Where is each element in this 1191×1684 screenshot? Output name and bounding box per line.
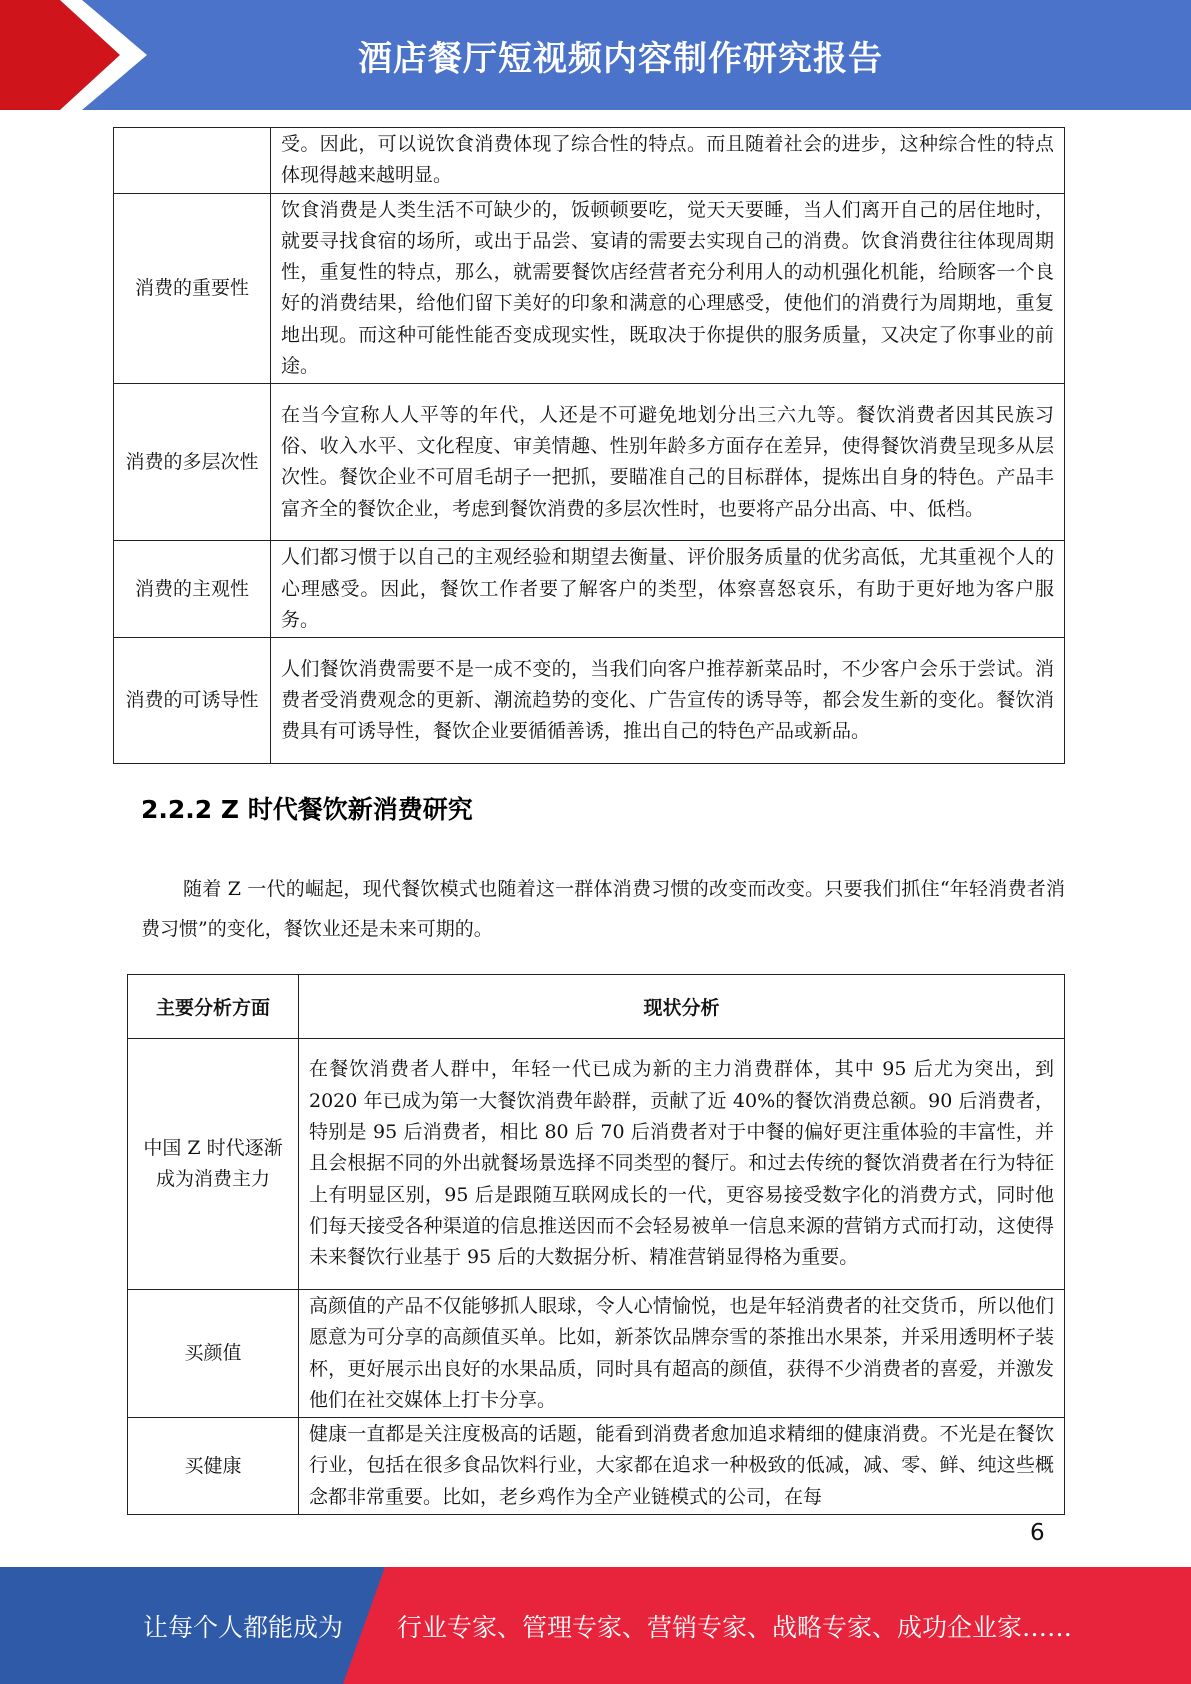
row-text: 人们都习惯于以自己的主观经验和期望去衡量、评价服务质量的优劣高低，尤其重视个人的心理感受。因此，餐饮工作者要了解客户的类型，体察喜怒哀乐，有助于更好地为客户服务。: [271, 541, 1065, 638]
row-label: 买健康: [128, 1418, 299, 1515]
page-header: [0, 0, 1191, 110]
footer-slogan-right: 行业专家、管理专家、营销专家、战略专家、成功企业家……: [397, 1612, 1073, 1642]
table-row: [128, 1418, 1065, 1515]
row-label: [114, 128, 271, 194]
table-row: [114, 193, 1065, 384]
table-row: [114, 638, 1065, 764]
section-heading: 2.2.2 Z 时代餐饮新消费研究: [141, 795, 473, 824]
table-row: [114, 128, 1065, 194]
section-intro: 随着 Z 一代的崛起，现代餐饮模式也随着这一群体消费习惯的改变而改变。只要我们抓住“年轻消费者消费习惯”的变化，餐饮业还是未来可期的。: [141, 878, 1065, 940]
table-row: [128, 1290, 1065, 1418]
table-row: [128, 1039, 1065, 1290]
row-text: 高颜值的产品不仅能够抓人眼球，令人心情愉悦，也是年轻消费者的社交货币，所以他们愿意为可分享的高颜值买单。比如，新茶饮品牌奈雪的茶推出水果茶，并采用透明杯子装杯，更好展示出良好的水果品质，同时具有超高的颜值，获得不少消费者的喜爱，并激发他们在社交媒体上打卡分享。: [299, 1290, 1065, 1418]
row-text: 健康一直都是关注度极高的话题，能看到消费者愈加追求精细的健康消费。不光是在餐饮行业，包括在很多食品饮料行业，大家都在追求一种极致的低减，减、零、鲜、纯这些概念都非常重要。比如，老乡鸡作为全产业链模式的公司，在每: [299, 1418, 1065, 1515]
consumption-characteristics-table: [113, 127, 1065, 764]
row-text: 人们餐饮消费需要不是一成不变的，当我们向客户推荐新菜品时，不少客户会乐于尝试。消费者受消费观念的更新、潮流趋势的变化、广告宣传的诱导等，都会发生新的变化。餐饮消费具有可诱导性，餐饮企业要循循善诱，推出自己的特色产品或新品。: [271, 638, 1065, 764]
table-header-row: [128, 975, 1065, 1039]
page-number: 6: [1030, 1520, 1045, 1546]
row-text: 受。因此，可以说饮食消费体现了综合性的特点。而且随着社会的进步，这种综合性的特点体现得越来越明显。: [271, 128, 1065, 194]
footer-slogan-left: 让每个人都能成为: [143, 1612, 344, 1642]
z-generation-analysis-table: [127, 974, 1065, 1515]
page-footer: [0, 1567, 1191, 1684]
row-text: 在当今宣称人人平等的年代，人还是不可避免地划分出三六九等。餐饮消费者因其民族习俗、收入水平、文化程度、审美情趣、性别年龄多方面存在差异，使得餐饮消费呈现多从层次性。餐饮企业不可眉毛胡子一把抓，要瞄准自己的目标群体，提炼出自身的特色。产品丰富齐全的餐饮企业，考虑到餐饮消费的多层次性时，也要将产品分出高、中、低档。: [271, 384, 1065, 541]
report-title: 酒店餐厅短视频内容制作研究报告: [358, 38, 883, 79]
row-label: 消费的多层次性: [114, 384, 271, 541]
column-header: 现状分析: [299, 975, 1065, 1039]
row-text: 饮食消费是人类生活不可缺少的，饭顿顿要吃，觉天天要睡，当人们离开自己的居住地时，就要寻找食宿的场所，或出于品尝、宴请的需要去实现自己的消费。饮食消费往往体现周期性，重复性的特点，那么，就需要餐饮店经营者充分利用人的动机强化机能，给顾客一个良好的消费结果，给他们留下美好的印象和满意的心理感受，使他们的消费行为周期地，重复地出现。而这种可能性能否变成现实性，既取决于你提供的服务质量，又决定了你事业的前途。: [271, 193, 1065, 384]
table-row: [114, 541, 1065, 638]
row-label: 消费的主观性: [114, 541, 271, 638]
table-row: [114, 384, 1065, 541]
column-header: 主要分析方面: [128, 975, 299, 1039]
row-text: 在餐饮消费者人群中，年轻一代已成为新的主力消费群体，其中 95 后尤为突出，到 2020 年已成为第一大餐饮消费年龄群，贡献了近 40%的餐饮消费总额。90 后消费者，特别是 95 后消费者，相比 80 后 70 后消费者对于中餐的偏好更注重体验的丰富性，并且会根据不同的外出就餐场景选择不同类型的餐厅。和过去传统的餐饮消费者在行为特征上有明显区别，95 后是跟随互联网成长的一代，更容易接受数字化的消费方式，同时他们每天接受各种渠道的信息推送因而不会轻易被单一信息来源的营销方式而打动，这使得未来餐饮行业基于 95 后的大数据分析、精准营销显得格为重要。: [299, 1039, 1065, 1290]
row-label: 消费的重要性: [114, 193, 271, 384]
row-label: 消费的可诱导性: [114, 638, 271, 764]
row-label: 买颜值: [128, 1290, 299, 1418]
row-label: 中国 Z 时代逐渐成为消费主力: [128, 1039, 299, 1290]
